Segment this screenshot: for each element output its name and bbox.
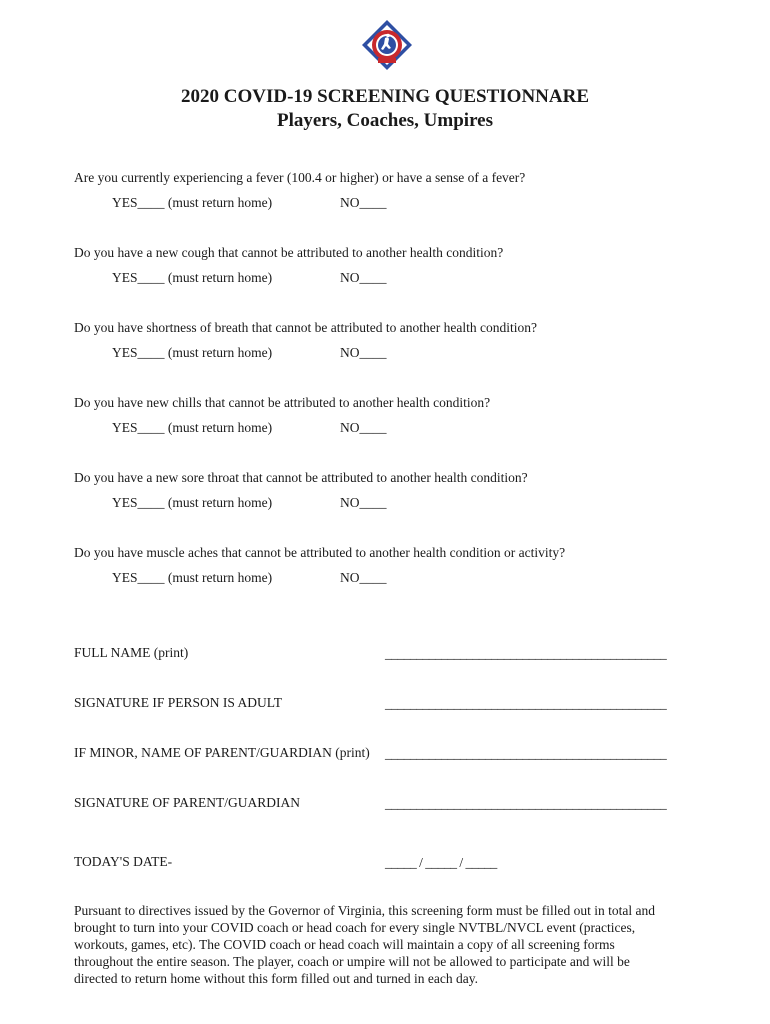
notice-line: directed to return home without this form filled out and turned in each day. (74, 971, 479, 986)
question-fever: Are you currently experiencing a fever (100.4 or higher) or have a sense of a fever? (74, 170, 526, 185)
question-muscle-aches: Do you have muscle aches that cannot be attributed to another health condition or activity? (74, 545, 566, 560)
full-name-label: FULL NAME (print) (74, 645, 189, 660)
question-shortness-of-breath: Do you have shortness of breath that cannot be attributed to another health condition? (74, 320, 537, 335)
answer-yes[interactable]: YES____ (must return home) (112, 195, 273, 210)
adult-signature-field[interactable]: _____________________________________________ (385, 696, 667, 711)
guardian-name-label: IF MINOR, NAME OF PARENT/GUARDIAN (print) (74, 745, 370, 760)
notice-line: Pursuant to directives issued by the Governor of Virginia, this screening form must be filled out in total and (74, 903, 655, 918)
question-sore-throat: Do you have a new sore throat that cannot be attributed to another health condition? (74, 470, 528, 485)
answer-yes[interactable]: YES____ (must return home) (112, 345, 273, 360)
date-label: TODAY'S DATE- (74, 854, 173, 869)
form-title: 2020 COVID-19 SCREENING QUESTIONNARE (180, 86, 590, 107)
adult-signature-label: SIGNATURE IF PERSON IS ADULT (74, 695, 283, 710)
form-subtitle: Players, Coaches, Umpires (276, 110, 493, 131)
answer-yes[interactable]: YES____ (must return home) (112, 495, 273, 510)
full-name-field[interactable]: _____________________________________________ (385, 646, 667, 661)
answer-no[interactable]: NO____ (340, 195, 387, 210)
answer-no[interactable]: NO____ (340, 270, 387, 285)
league-logo-icon (361, 19, 413, 71)
guardian-signature-field[interactable]: _____________________________________________ (385, 796, 667, 811)
answer-yes[interactable]: YES____ (must return home) (112, 270, 273, 285)
date-field[interactable]: _____ / _____ / _____ (385, 855, 497, 870)
answer-no[interactable]: NO____ (340, 570, 387, 585)
answer-no[interactable]: NO____ (340, 420, 387, 435)
answer-yes[interactable]: YES____ (must return home) (112, 420, 273, 435)
notice-line: workouts, games, etc). The COVID coach or head coach will maintain a copy of all screening forms (74, 937, 615, 952)
guardian-name-field[interactable]: _____________________________________________ (385, 746, 667, 761)
answer-no[interactable]: NO____ (340, 345, 387, 360)
question-chills: Do you have new chills that cannot be attributed to another health condition? (74, 395, 491, 410)
guardian-signature-label: SIGNATURE OF PARENT/GUARDIAN (74, 795, 301, 810)
answer-no[interactable]: NO____ (340, 495, 387, 510)
answer-yes[interactable]: YES____ (must return home) (112, 570, 273, 585)
notice-line: brought to turn into your COVID coach or head coach for every single NVTBL/NVCL event (practices, (74, 920, 636, 935)
notice-line: throughout the entire season. The player, coach or umpire will not be allowed to participate and will be (74, 954, 630, 969)
question-cough: Do you have a new cough that cannot be attributed to another health condition? (74, 245, 504, 260)
notice-paragraph (74, 902, 714, 987)
